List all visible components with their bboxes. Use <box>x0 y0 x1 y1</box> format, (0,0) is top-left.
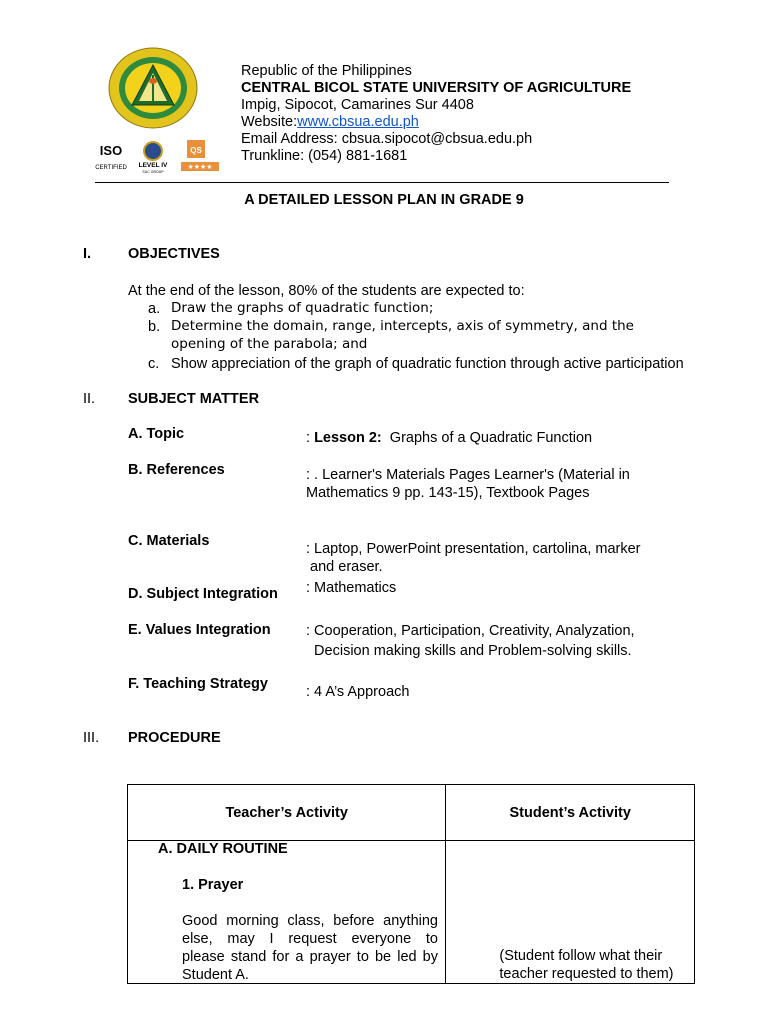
accreditation-badges <box>94 138 224 174</box>
topic-value <box>306 429 592 448</box>
subject-integration-label: D. Subject Integration <box>128 586 278 602</box>
level-iv-badge <box>139 142 168 174</box>
teacher-activity-header: Teacher’s Activity <box>128 785 446 841</box>
qs-label: QS <box>190 146 202 155</box>
topic-label: A. Topic <box>128 426 185 442</box>
objective-a-marker: a. <box>148 301 161 317</box>
objective-c-marker: c. <box>148 356 160 372</box>
qs-stars-badge <box>181 140 219 171</box>
values-integration-label: E. Values Integration <box>128 622 271 638</box>
values-integration-value: : Cooperation, Participation, Creativity, Analyzation, <box>306 623 635 639</box>
objective-b-text-cont: opening of the parabola; and <box>171 336 368 352</box>
iso-label: ISO <box>99 143 123 158</box>
student-line: (Student follow what their <box>499 948 663 964</box>
website-label: Website: <box>241 114 298 130</box>
section-numeral-objectives: I. <box>83 246 92 262</box>
teacher-line: else, may I request everyone to <box>182 931 438 947</box>
prayer-heading: 1. Prayer <box>182 877 244 893</box>
table-row <box>128 841 695 984</box>
teaching-strategy-value: : 4 A’s Approach <box>306 684 410 700</box>
section-heading-subject-matter: SUBJECT MATTER <box>128 391 260 407</box>
level-label: LEVEL IV <box>138 162 168 169</box>
objective-b-marker: b. <box>148 319 161 335</box>
materials-value-cont: and eraser. <box>306 559 383 575</box>
header-trunkline: Trunkline: (054) 881-1681 <box>241 148 408 164</box>
teacher-activity-cell <box>128 841 446 984</box>
website-link[interactable]: www.cbsua.edu.ph <box>297 114 419 130</box>
teacher-prayer-text <box>182 912 438 984</box>
qs-stars: ★★★★ <box>187 163 213 171</box>
student-activity-header: Student’s Activity <box>446 785 695 841</box>
document-title: A DETAILED LESSON PLAN IN GRADE 9 <box>244 192 524 208</box>
references-value: : . Learner's Materials Pages Learner's (Material in <box>306 467 630 483</box>
materials-value: : Laptop, PowerPoint presentation, cartolina, marker <box>306 541 641 557</box>
daily-routine-heading: A. DAILY ROUTINE <box>158 841 288 857</box>
section-heading-procedure: PROCEDURE <box>128 730 221 746</box>
objective-a-text: Draw the graphs of quadratic function; <box>171 300 434 316</box>
section-numeral-procedure: III. <box>83 730 100 746</box>
university-seal-logo <box>108 47 198 129</box>
header-divider <box>95 182 669 183</box>
section-heading-objectives: OBJECTIVES <box>128 246 220 262</box>
student-line: teacher requested to them) <box>499 966 674 982</box>
topic-lesson-number: Lesson 2: <box>314 430 382 446</box>
objective-b-text: Determine the domain, range, intercepts, axis of symmetry, and the <box>171 318 634 334</box>
student-activity-cell <box>446 841 695 984</box>
procedure-table <box>127 784 695 984</box>
subject-integration-value: : Mathematics <box>306 580 397 596</box>
teacher-line: Good morning class, before anything <box>182 913 438 929</box>
values-integration-value-cont: Decision making skills and Problem-solving skills. <box>306 643 632 659</box>
topic-title: Graphs of a Quadratic Function <box>381 430 593 446</box>
table-header-row <box>128 785 695 841</box>
materials-label: C. Materials <box>128 533 210 549</box>
level-sub: SUC GROUP <box>142 170 164 174</box>
references-label: B. References <box>128 462 225 478</box>
iso-certified-badge <box>95 142 127 171</box>
teaching-strategy-label: F. Teaching Strategy <box>128 676 268 692</box>
objective-c-text: Show appreciation of the graph of quadratic function through active participation <box>171 356 684 372</box>
iso-sub: CERTIFIED <box>95 165 127 171</box>
header-university-name: CENTRAL BICOL STATE UNIVERSITY OF AGRICULTURE <box>241 80 632 96</box>
header-website <box>241 114 419 131</box>
topic-prefix: : <box>306 430 315 446</box>
header-address: Impig, Sipocot, Camarines Sur 4408 <box>241 97 474 113</box>
references-value-cont: Mathematics 9 pp. 143-15), Textbook Pages <box>306 485 590 501</box>
header-email: Email Address: cbsua.sipocot@cbsua.edu.ph <box>241 131 533 147</box>
teacher-line: Student A. <box>182 967 249 983</box>
teacher-line: please stand for a prayer to be led by <box>182 949 438 965</box>
objectives-intro: At the end of the lesson, 80% of the students are expected to: <box>128 283 525 299</box>
section-numeral-subject-matter: II. <box>83 391 96 407</box>
student-response-text <box>499 947 673 983</box>
header-republic: Republic of the Philippines <box>241 63 412 79</box>
